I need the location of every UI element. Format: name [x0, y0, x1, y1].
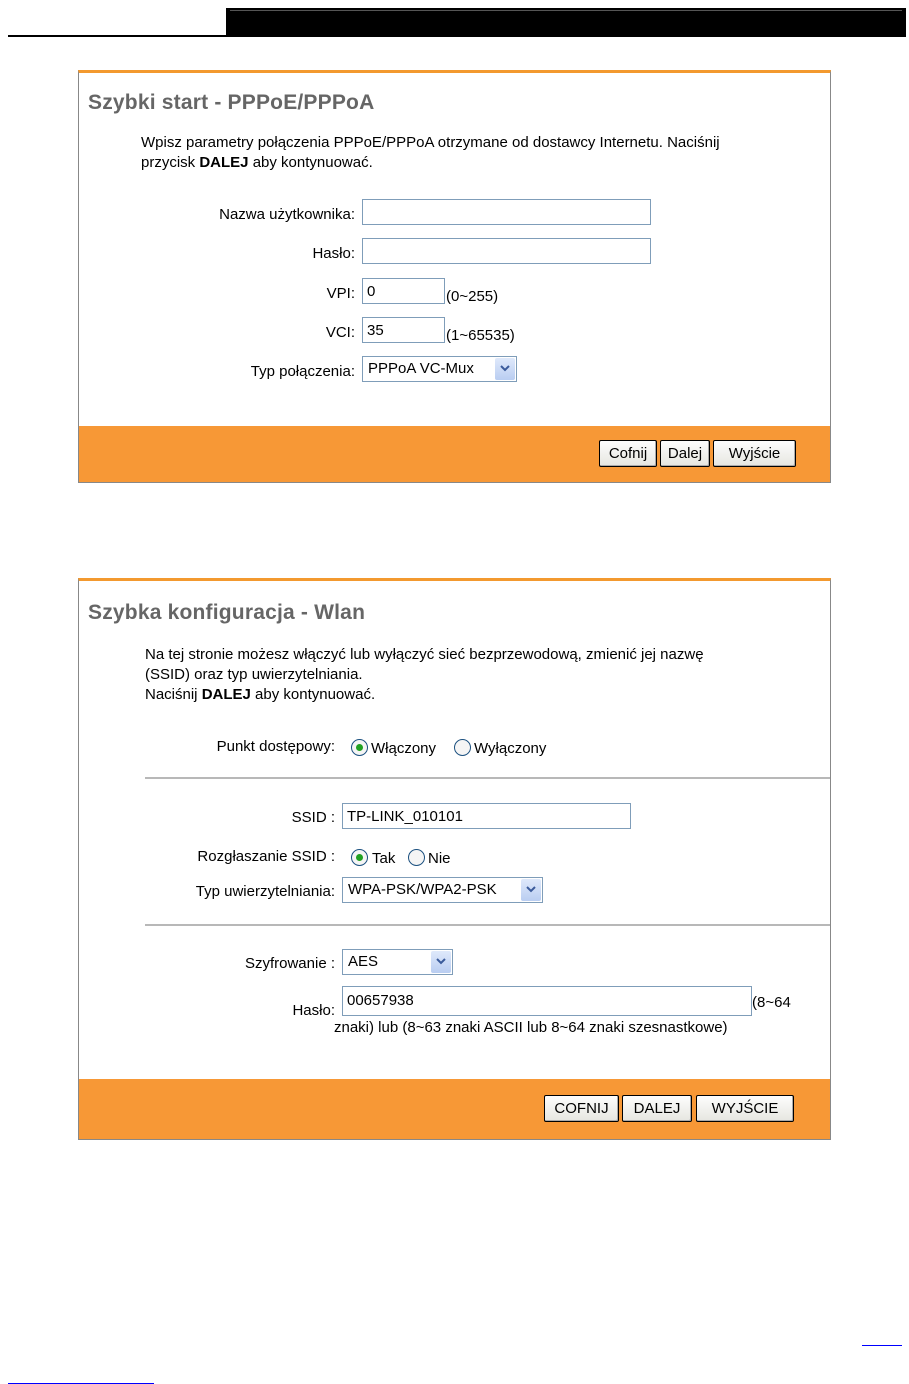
auth-select[interactable] — [342, 877, 543, 903]
auth-label: Typ uwierzytelniania: — [195, 883, 335, 900]
password-label: Hasło: — [312, 245, 355, 262]
chevron-down-icon[interactable] — [431, 951, 451, 973]
header-bar-line — [230, 10, 902, 11]
page-title: Szybka konfiguracja - Wlan — [88, 601, 366, 624]
broadcast-yes-label[interactable]: Tak — [372, 850, 396, 867]
page-title: Szybki start - PPPoE/PPPoA — [88, 91, 375, 114]
password-input[interactable] — [362, 238, 651, 264]
wlan-footer — [79, 1079, 830, 1139]
page-link-underline[interactable] — [862, 1345, 902, 1346]
next-button[interactable]: DALEJ — [622, 1095, 692, 1122]
broadcast-no-label[interactable]: Nie — [428, 850, 451, 867]
broadcast-label: Rozgłaszanie SSID : — [197, 848, 335, 865]
passphrase-hint-1: (8~64 — [752, 994, 791, 1011]
encryption-value: AES — [348, 953, 379, 970]
passphrase-input[interactable] — [342, 986, 752, 1016]
chevron-down-icon[interactable] — [521, 879, 541, 901]
pppoe-footer — [79, 426, 830, 482]
vpi-hint: (0~255) — [446, 288, 499, 305]
exit-button[interactable]: Wyjście — [713, 440, 796, 467]
broadcast-no-radio[interactable] — [408, 849, 425, 866]
username-input[interactable] — [362, 199, 651, 225]
header-bar — [226, 8, 906, 37]
separator — [145, 777, 830, 779]
next-button[interactable]: Dalej — [660, 440, 710, 467]
encryption-select[interactable] — [342, 949, 453, 975]
ssid-label: SSID : — [291, 809, 335, 826]
conn-type-label: Typ połączenia: — [250, 363, 355, 380]
separator — [145, 924, 830, 926]
ssid-input[interactable] — [342, 803, 631, 829]
ap-off-radio[interactable] — [454, 739, 471, 756]
vpi-input[interactable] — [362, 278, 445, 304]
back-button[interactable]: Cofnij — [599, 440, 657, 467]
intro-text: Na tej stronie możesz włączyć lub wyłączyć sieć bezprzewodową, zmienić jej nazwę (SSID) oraz typ uwierzytelniania. Naciśnij DALEJ aby kontynuować. — [145, 646, 704, 703]
exit-button[interactable]: WYJŚCIE — [696, 1095, 794, 1122]
passphrase-label: Hasło: — [292, 1002, 335, 1019]
vci-input[interactable] — [362, 317, 445, 343]
ap-on-radio[interactable] — [351, 739, 368, 756]
header-rule — [8, 35, 228, 37]
pppoe-panel — [78, 70, 831, 483]
conn-type-select[interactable] — [362, 356, 517, 382]
username-label: Nazwa użytkownika: — [219, 206, 355, 223]
back-button[interactable]: COFNIJ — [544, 1095, 619, 1122]
ap-on-label[interactable]: Włączony — [371, 740, 437, 757]
broadcast-yes-radio[interactable] — [351, 849, 368, 866]
vpi-label: VPI: — [326, 285, 355, 302]
wlan-panel — [78, 578, 831, 1140]
intro-text: Wpisz parametry połączenia PPPoE/PPPoA otrzymane od dostawcy Internetu. Naciśnij przycisk DALEJ aby kontynuować. — [141, 134, 720, 171]
passphrase-hint-2: znaki) lub (8~63 znaki ASCII lub 8~64 znaki szesnastkowe) — [334, 1019, 728, 1036]
auth-value: WPA-PSK/WPA2-PSK — [348, 881, 497, 898]
ap-label: Punkt dostępowy: — [216, 738, 335, 755]
conn-type-value: PPPoA VC-Mux — [368, 360, 474, 377]
ap-off-label[interactable]: Wyłączony — [474, 740, 547, 757]
chevron-down-icon[interactable] — [495, 358, 515, 380]
encryption-label: Szyfrowanie : — [244, 955, 335, 972]
vci-hint: (1~65535) — [446, 327, 515, 344]
vci-label: VCI: — [325, 324, 355, 341]
